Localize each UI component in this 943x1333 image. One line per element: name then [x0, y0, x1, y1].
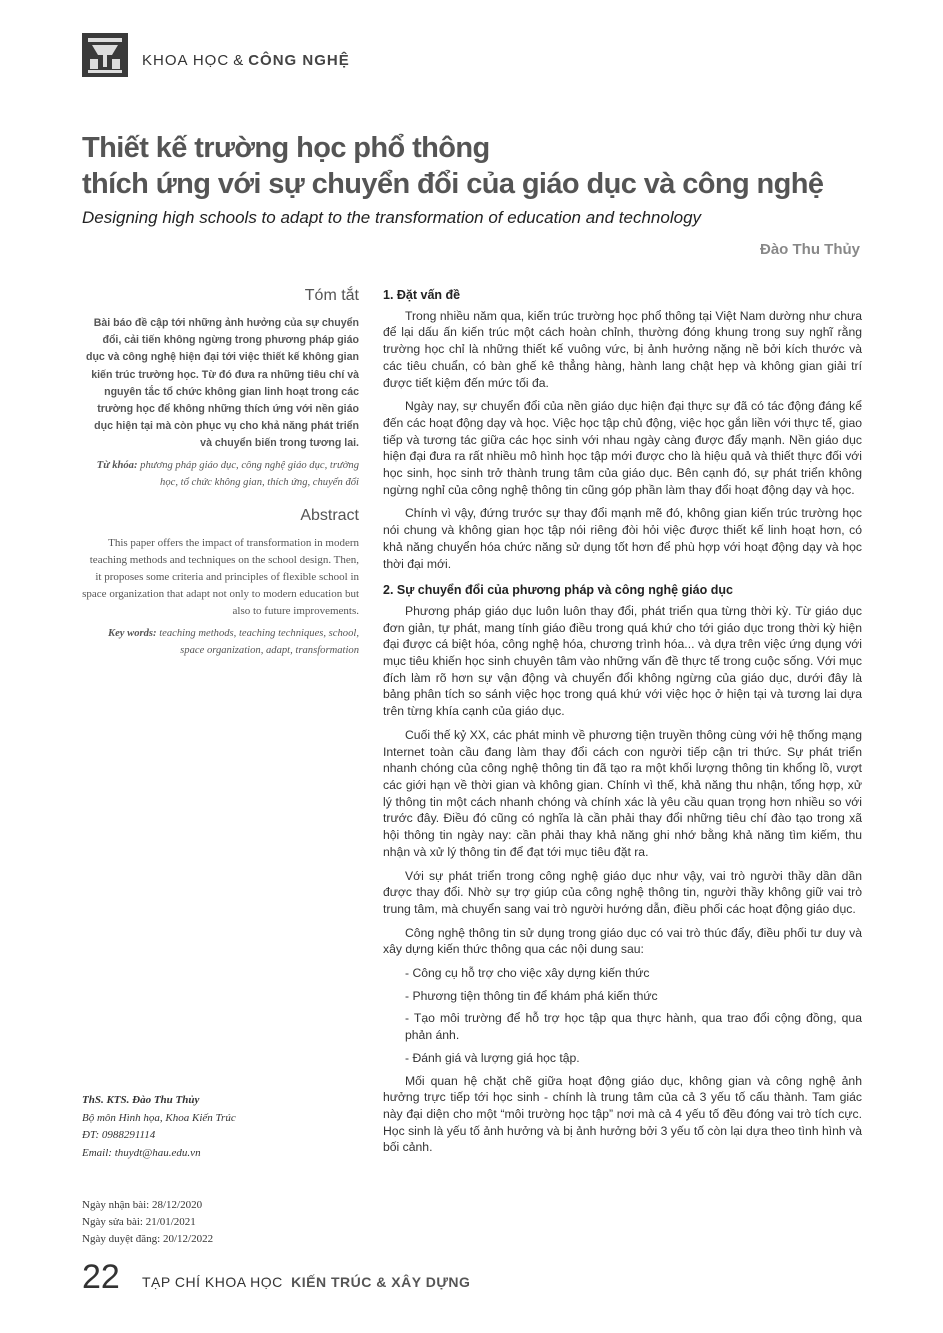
section-amp: & — [233, 52, 245, 69]
date-received: Ngày nhận bài: 28/12/2020 — [82, 1199, 203, 1211]
section-prefix: KHOA HỌC — [142, 52, 230, 69]
summary-vi-keywords — [82, 457, 359, 491]
section-2-heading: 2. Sự chuyển đổi của phương pháp và công nghệ giáo dục — [383, 583, 733, 598]
title-line-2: thích ứng với sự chuyển đổi của giáo dục và công nghệ — [82, 168, 824, 200]
paragraph: Chính vì vậy, đứng trước sự thay đổi mạnh mẽ đó, không gian kiến trúc trường học nói chung và không gian học tập nói riêng đòi hỏi việc được thiết kế linh hoạt hơn, có khả năng chuyển hóa chức năng sử dụng tốt hơn để phù hợp với hoạt động dạy và học thời đại mới. — [383, 506, 862, 571]
author-info-email: Email: thuydt@hau.edu.vn — [82, 1146, 201, 1159]
author-info-dept: Bộ môn Hình họa, Khoa Kiến Trúc — [82, 1111, 236, 1124]
paragraph: Phương pháp giáo dục luôn luôn thay đổi, phát triển qua từng thời kỳ. Từ giáo dục đơn giản, tự phát, mang tính giáo điều trong quá khứ cho tới giáo dục trong thời kỳ hiện đại được cá biệt hóa, công nghệ hóa, chương trình hóa... và dựa trên việc ứng dụng với mục tiêu khiến học sinh chuyên tâm vào những vấn đề thực tế trong cuộc sống. Với mục đích làm rõ hơn sự vận động và chuyển đổi không ngừng của giáo dục, dưới đây là bảng phân tích so sánh việc học trong quá khứ với việc học ở hiện tại và tương lai dựa trên từng khía cạnh của giáo dục. — [383, 603, 862, 719]
keywords-vi-label: Từ khóa: — [96, 459, 138, 471]
paragraph: Cuối thế kỷ XX, các phát minh về phương tiện truyền thông cùng với hệ thống mạng Internet toàn cầu đang làm thay đổi cách con người tiếp cận tri thức. Sự phát triển nhanh chóng của công nghệ thông tin đã tạo ra một khối lượng thông tin khổng lồ, vượt các giới hạn về thời gian và không gian. Chính vì thế, khả năng thu nhận, tổng hợp, xử lý thông tin một cách nhanh chóng và chính xác là yêu cầu quan trọng hơn nhiều so với trước đây. Điều đó cũng có nghĩa là cần phải thay đổi những tiêu chí đào tạo trong xã hội thông tin ngày nay: cần phải thay khả năng ghi nhớ bằng khả năng tìm kiếm, thu nhận và xử lý thông tin để đạt tới mục tiêu đặt ra. — [383, 727, 862, 859]
article-body — [383, 287, 862, 1163]
journal-prefix: TẠP CHÍ KHOA HỌC — [142, 1274, 283, 1290]
keywords-en-label: Key words: — [108, 627, 157, 639]
keywords-vi-value: phương pháp giáo dục, công nghệ giáo dục, trường học, tổ chức không gian, thích ứng, chuyển đổi — [137, 459, 359, 488]
paragraph: Mối quan hệ chặt chẽ giữa hoạt động giáo dục, không gian và công nghệ ảnh hưởng trực tiếp tới học sinh - chính là trung tâm của cả 3 yếu tố cấu thành. Tam giác này đại diện cho một “môi trường học tập” nơi mà cả 4 yếu tố đều đóng vai trò tích cực. Học sinh là yếu tố ảnh hưởng và bị ảnh hưởng bởi 3 yếu tố còn lại dựa theo tình hình và bối cảnh. — [383, 1073, 862, 1155]
date-revised: Ngày sửa bài: 21/01/2021 — [82, 1216, 196, 1228]
list-item: - Công cụ hỗ trợ cho việc xây dựng kiến thức — [405, 966, 650, 981]
summary-vi-heading: Tóm tắt — [304, 287, 359, 304]
author-info — [82, 1092, 362, 1162]
page-number: 22 — [82, 1258, 120, 1296]
university-logo-icon — [82, 33, 128, 77]
section-suffix: CÔNG NGHỆ — [248, 52, 350, 69]
section-1-heading: 1. Đặt vấn đề — [383, 288, 461, 302]
abstract-column — [82, 287, 359, 659]
date-accepted: Ngày duyệt đăng: 20/12/2022 — [82, 1233, 214, 1245]
paragraph: Với sự phát triển trong công nghệ giáo dục như vậy, vai trò người thầy dần dần được thay đổi. Nhờ sự trợ giúp của công nghệ thông tin, người thầy không giữ vai trò trung tâm, mà chuyển sang vai trò người hướng dẫn, điều phối các hoạt động giáo dục. — [383, 868, 862, 916]
list-item: - Tạo môi trường để hỗ trợ học tập qua thực hành, qua trao đổi cộng đồng, qua phản ánh. — [405, 1011, 862, 1043]
author-info-phone: ĐT: 0988291114 — [82, 1129, 156, 1141]
keywords-en-value: teaching methods, teaching techniques, school, space organization, adapt, transformation — [156, 627, 359, 656]
author-info-name: ThS. KTS. Đào Thu Thủy — [82, 1094, 200, 1106]
summary-en-heading: Abstract — [300, 506, 359, 524]
page-footer — [82, 1258, 882, 1298]
title-line-1: Thiết kế trường học phổ thông — [82, 132, 490, 164]
paragraph: Trong nhiều năm qua, kiến trúc trường học phổ thông tại Việt Nam dường như chưa để lại dấu ấn kiến trúc một cách hoàn chỉnh, thường đóng khung trong suy nghĩ rằng trường học chỉ là những thiết kế vuông vức, bị ảnh hưởng nặng nề bởi kích thước và các tiêu chuẩn, có bàn ghế kê thẳng hàng, hành lang chật hẹp và không gian giải trí được tiết kiệm đến mức tối đa. — [383, 308, 862, 390]
paragraph: Ngày nay, sự chuyển đổi của nền giáo dục hiện đại thực sự đã có tác động đáng kể đến các hoạt động dạy và học. Việc học tập chủ động, việc học gắn liền với thực tế, giao tiếp và tương tác giữa các học sinh với nhau ngày càng được đẩy mạnh. Nền giáo dục hiện đại đưa ra rất nhiều mô hình học tập mới được cho là hiệu quả và thiết thực đối với học sinh, học sinh trở thành trung tâm của giáo dục. Bên cạnh đó, sự phát triển không ngừng nghỉ của công nghệ thông tin cũng góp phần làm thay đổi hoạt động dạy và học. — [383, 399, 862, 497]
article-subtitle: Designing high schools to adapt to the transformation of education and technology — [82, 208, 702, 227]
summary-vi-text: Bài báo đề cập tới những ảnh hưởng của sự chuyển đổi, cải tiến không ngừng trong phương pháp giáo dục và công nghệ hiện đại tới việc thiết kế không gian kiến trúc trường học. Từ đó đưa ra những tiêu chí và nguyên tắc tổ chức không gian linh hoạt trong các trường học để không những thích ứng với nền giáo dục hiện tại mà còn phục vụ cho khả năng phát triển và chuyển biến trong tương lai. — [85, 317, 359, 450]
article-author: Đào Thu Thủy — [760, 241, 860, 258]
list-item: - Phương tiện thông tin để khám phá kiến thức — [405, 988, 658, 1003]
summary-en-text: This paper offers the impact of transformation in modern teaching methods and techniques on the school design. Then, it proposes some criteria and principles of flexible school in space organization that adapt not only to modern education but also to future improvements. — [82, 536, 359, 618]
paragraph: Công nghệ thông tin sử dụng trong giáo dục có vai trò thúc đẩy, điều phối tư duy và xây dựng kiến thức thông qua các nội dung sau: — [383, 925, 862, 957]
summary-en-keywords — [82, 625, 359, 659]
list-item: - Đánh giá và lượng giá học tập. — [405, 1050, 580, 1065]
section-label — [142, 52, 350, 69]
journal-suffix: KIẾN TRÚC & XÂY DỰNG — [291, 1274, 471, 1290]
article-title — [82, 130, 872, 202]
journal-name — [142, 1274, 470, 1290]
submission-dates — [82, 1197, 362, 1248]
